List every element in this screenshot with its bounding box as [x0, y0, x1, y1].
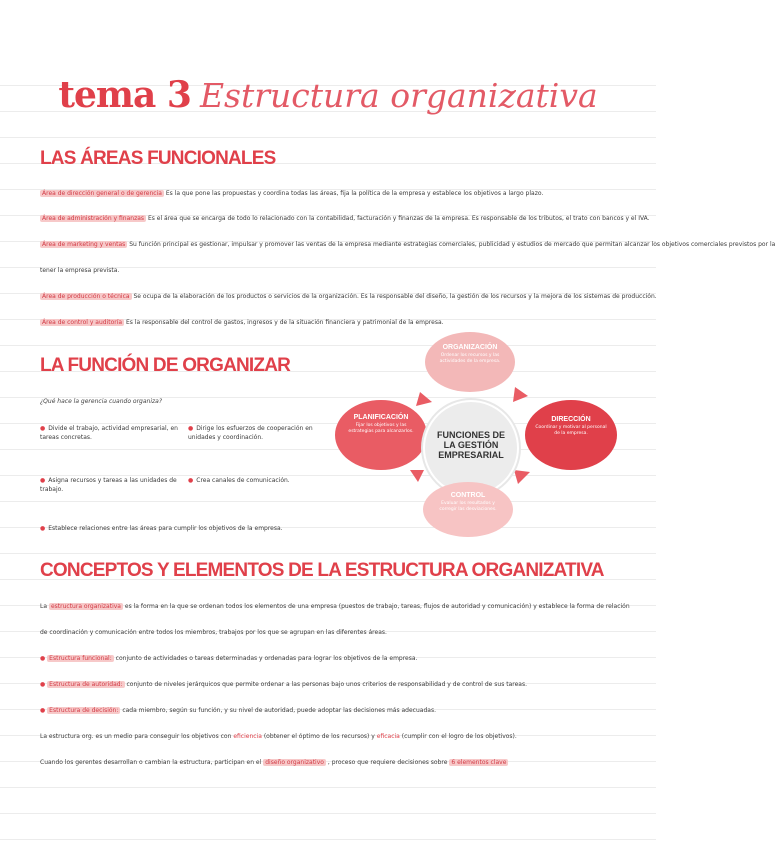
circle-title: ORGANIZACIÓN: [442, 344, 498, 351]
circle-control: [423, 482, 513, 537]
last-highlight-1: diseño organizativo: [265, 759, 324, 766]
eff-post: (cumplir con el logro de los objetivos).: [401, 733, 517, 740]
bullet-text: Crea canales de comunicación.: [196, 477, 290, 484]
bullet-text: Divide el trabajo, actividad empresarial, en tareas concretas.: [40, 425, 178, 441]
area-item: [40, 240, 775, 249]
circle-organizacion: [425, 332, 515, 392]
conceptos-intro: [40, 602, 630, 611]
list-item: [40, 424, 180, 442]
circle-title: CONTROL: [450, 492, 486, 499]
eff-highlight-1: eficiencia: [233, 733, 262, 740]
heading-organizar: LA FUNCIÓN DE ORGANIZAR: [40, 355, 291, 376]
bullet-icon: ●: [40, 655, 46, 662]
circle-direccion: [525, 400, 617, 470]
heading-conceptos: CONCEPTOS Y ELEMENTOS DE LA ESTRUCTURA ORGANIZATIVA: [40, 560, 604, 581]
bullet-icon: ●: [40, 525, 46, 532]
last-highlight-2: 6 elementos clave: [451, 759, 507, 766]
area-text: Es el área que se encarga de todo lo relacionado con la contabilidad, facturación y finanzas de la empresa. Es responsable de los tributos, el trato con bancos y el IVA.: [147, 215, 650, 222]
intro-highlight: estructura organizativa: [50, 603, 121, 610]
eff-mid: (obtener el óptimo de los recursos) y: [263, 733, 375, 740]
conceptos-intro-cont: [40, 628, 616, 637]
concept-label: Estructura funcional:: [49, 655, 112, 662]
arrow-icon: [514, 470, 530, 484]
page-title: [0, 74, 656, 116]
last-mid: , proceso que requiere decisiones sobre: [327, 759, 448, 766]
circle-desc: Coordinar y motivar al personal de la empresa.: [535, 425, 607, 436]
efficiency-line: [40, 732, 616, 741]
list-item: [40, 680, 616, 689]
area-item: [40, 189, 616, 198]
area-label: Área de control y auditoría: [42, 319, 123, 326]
concept-label: Estructura de decisión:: [49, 707, 119, 714]
arrow-icon: [410, 470, 424, 482]
bullet-icon: ●: [40, 681, 46, 688]
area-item: [40, 292, 657, 301]
area-item: [40, 214, 650, 223]
intro-line2: de coordinación y comunicación entre todos los miembros, trabajos por los que se agrupan en las diferentes áreas.: [40, 629, 387, 636]
intro-pre: La: [40, 603, 48, 610]
functions-diagram: [330, 332, 620, 537]
list-item: [40, 706, 616, 715]
area-label: Área de producción o técnica: [42, 293, 130, 300]
title-sub: Estructura organizativa: [199, 76, 598, 115]
area-label: Área de marketing y ventas: [42, 241, 126, 248]
heading-areas: LAS ÁREAS FUNCIONALES: [40, 148, 276, 169]
eff-highlight-2: eficacia: [376, 733, 400, 740]
circle-title: DIRECCIÓN: [551, 416, 591, 423]
bullet-icon: ●: [188, 425, 194, 432]
bullet-icon: ●: [40, 477, 46, 484]
bullet-text: Asigna recursos y tareas a las unidades de trabajo.: [40, 477, 177, 493]
circle-title: FUNCIONES DE LA GESTIÓN EMPRESARIAL: [436, 430, 505, 460]
title-main: tema 3: [58, 74, 191, 116]
list-item: [40, 654, 616, 663]
area-text: Es la responsable del control de gastos, ingresos y de la situación financiera y patrimonial de la empresa.: [126, 319, 444, 326]
arrow-icon: [416, 392, 432, 406]
list-item: [40, 476, 180, 494]
bullet-icon: ●: [188, 477, 194, 484]
area-text: tener la empresa prevista.: [40, 267, 120, 274]
design-line: [40, 758, 616, 767]
bullet-text: Dirige los esfuerzos de cooperación en unidades y coordinación.: [188, 425, 313, 441]
concept-label: Estructura de autoridad:: [49, 681, 123, 688]
circle-desc: Fijar los objetivos y las estrategias para alcanzarlos.: [348, 423, 414, 434]
area-label: Área de dirección general o de gerencia: [42, 190, 162, 197]
circle-title: PLANIFICACIÓN: [353, 414, 409, 421]
organizar-question: ¿Qué hace la gerencia cuando organiza?: [40, 398, 163, 405]
list-item: [188, 476, 323, 485]
area-text: Su función principal es gestionar, impulsar y promover las ventas de la empresa mediante estrategias comerciales, publicidad y estudios de mercado que permitan alcanzar los objetivos comerciales previstos por la: [129, 241, 775, 248]
area-text: Es la que pone las propuestas y coordina todas las áreas, fija la política de la empresa y establece los objetivos a largo plazo.: [165, 190, 544, 197]
concept-text: conjunto de niveles jerárquicos que permite ordenar a las personas bajo unos criterios de responsabilidad y de control de sus tareas.: [126, 681, 528, 688]
circle-desc: Ordenar los recursos y las actividades de la empresa.: [439, 353, 501, 364]
area-label: Área de administración y finanzas: [42, 215, 145, 222]
area-item-cont: [40, 266, 616, 275]
eff-pre: La estructura org. es un medio para conseguir los objetivos con: [40, 733, 232, 740]
bullet-icon: ●: [40, 425, 46, 432]
intro-text: es la forma en la que se ordenan todos los elementos de una empresa (puestos de trabajo, tareas, flujos de autoridad y comunicación) y establece la forma de relación: [124, 603, 630, 610]
list-item: [188, 424, 323, 442]
last-pre: Cuando los gerentes desarrollan o cambian la estructura, participan en el: [40, 759, 262, 766]
bullet-text: Establece relaciones entre las áreas para cumplir los objetivos de la empresa.: [48, 525, 283, 532]
area-text: Se ocupa de la elaboración de los productos o servicios de la organización. Es la responsable del diseño, la gestión de los recursos y la mejora de los sistemas de producción.: [133, 293, 657, 300]
concept-text: cada miembro, según su función, y su nivel de autoridad, puede adoptar las decisiones más adecuadas.: [122, 707, 436, 714]
concept-text: conjunto de actividades o tareas determinadas y ordenadas para lograr los objetivos de la empresa.: [115, 655, 418, 662]
bullet-icon: ●: [40, 707, 46, 714]
circle-desc: Evaluar los resultados y corregir las desviaciones.: [439, 501, 497, 512]
arrow-icon: [513, 387, 528, 402]
circle-planificacion: [335, 400, 427, 470]
area-item: [40, 318, 616, 327]
list-item: [40, 524, 330, 533]
